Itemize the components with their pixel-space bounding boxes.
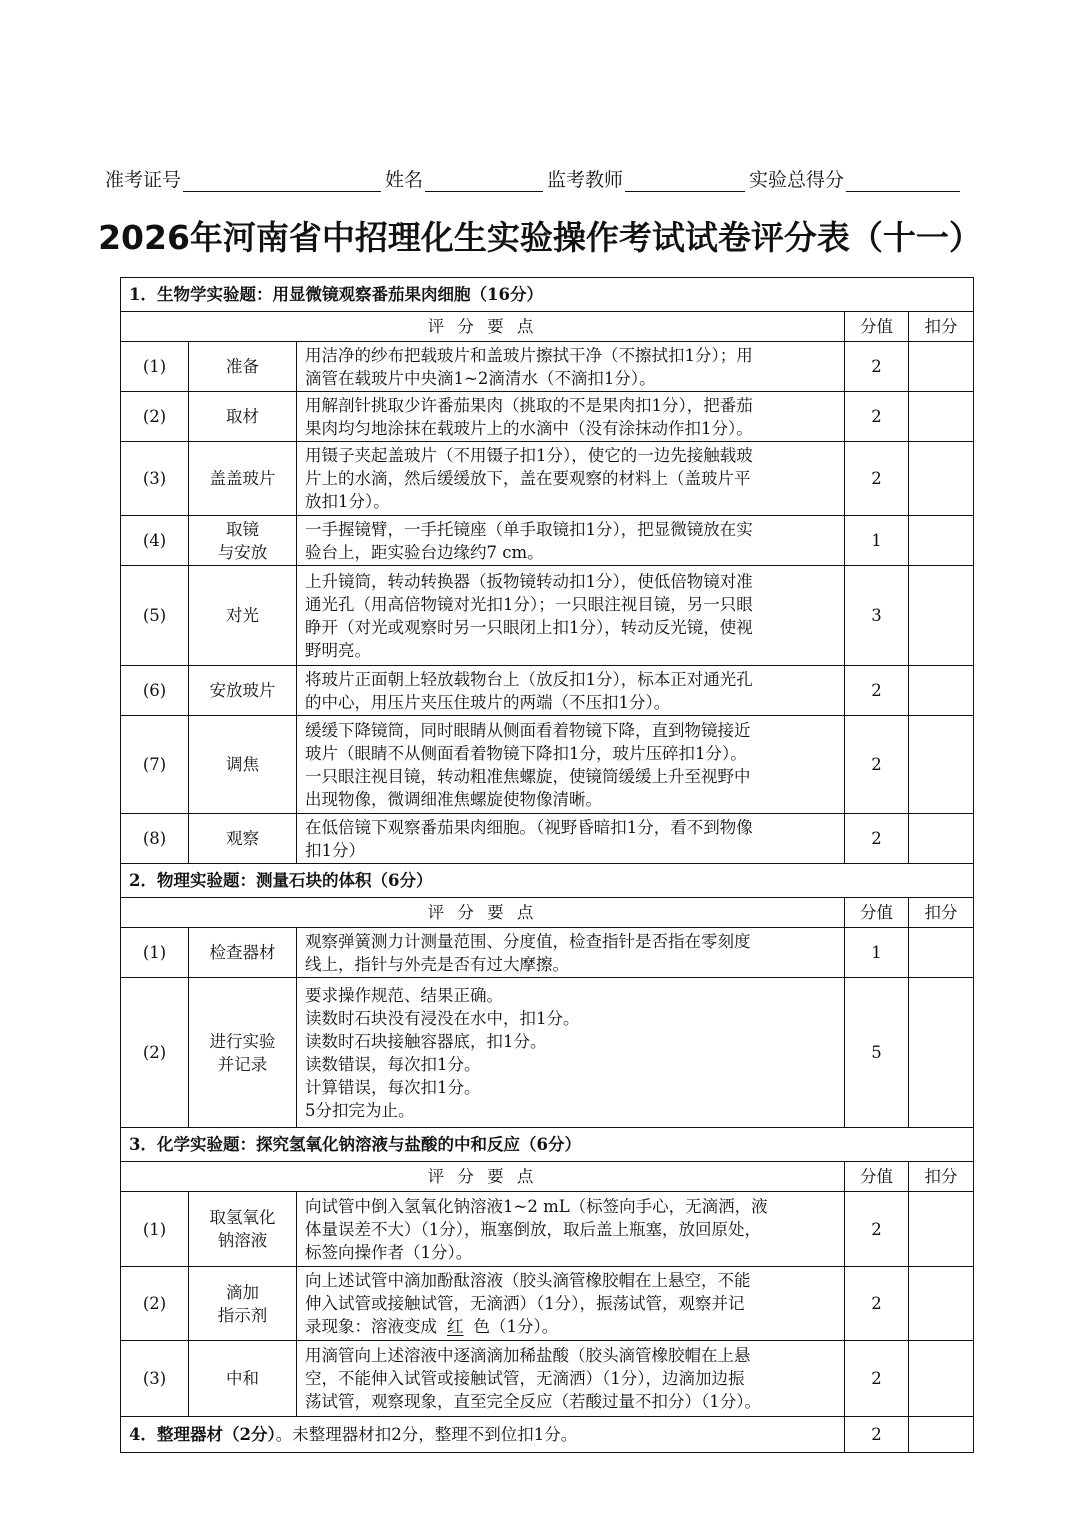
- description-line: 通光孔（用高倍物镜对光扣1分）；一只眼注视目镜，另一只眼: [305, 594, 753, 614]
- table-row: [121, 928, 974, 978]
- total-score-label: 实验总得分: [749, 169, 845, 191]
- item-number: (5): [121, 566, 189, 666]
- table-row: [121, 1267, 974, 1341]
- item-name-line: 进行实验: [209, 1031, 276, 1051]
- item-description: [297, 716, 845, 814]
- proctor-label: 监考教师: [547, 169, 624, 191]
- description-line: 一只眼注视目镜，转动粗准焦螺旋，使镜筒缓缓上升至视野中: [305, 766, 751, 786]
- score-value: 3: [845, 566, 909, 666]
- column-header-row: [121, 312, 974, 342]
- item-number: (1): [121, 928, 189, 978]
- description-line: 读数时石块没有浸没在水中，扣1分。: [305, 1008, 580, 1028]
- score-header: 分值: [845, 1162, 909, 1192]
- score-value: 2: [845, 1341, 909, 1417]
- score-header: 分值: [845, 898, 909, 928]
- description-line: 读数错误，每次扣1分。: [305, 1054, 481, 1074]
- section-heading: 2．物理实验题：测量石块的体积（6分）: [121, 864, 974, 898]
- item-name: 盖盖玻片: [189, 442, 297, 516]
- score-value: 2: [845, 814, 909, 864]
- item-name-line: 与安放: [217, 542, 268, 562]
- fill-in-answer: 红: [447, 1317, 464, 1336]
- item-name-line: 指示剂: [217, 1305, 268, 1325]
- description-line: 用解剖针挑取少许番茄果肉（挑取的不是果肉扣1分），把番茄: [305, 395, 753, 415]
- description-text: 录现象：溶液变成: [305, 1317, 437, 1336]
- table-row: [121, 1341, 974, 1417]
- deduct-header: 扣分: [909, 898, 974, 928]
- deduct-cell[interactable]: [909, 814, 974, 864]
- deduct-cell[interactable]: [909, 442, 974, 516]
- deduct-cell[interactable]: [909, 566, 974, 666]
- item-name: 调焦: [189, 716, 297, 814]
- points-header: 评 分 要 点: [121, 898, 845, 928]
- deduct-cell[interactable]: [909, 1341, 974, 1417]
- score-value: 2: [845, 342, 909, 392]
- exam-id-field[interactable]: [183, 169, 381, 192]
- section-heading-row: [121, 278, 974, 312]
- item-description: [297, 1267, 845, 1341]
- description-line: 一手握镜臂，一手托镜座（单手取镜扣1分），把显微镜放在实: [305, 519, 753, 539]
- item-name-line: 取氢氧化: [209, 1208, 276, 1227]
- deduct-cell[interactable]: [909, 1267, 974, 1341]
- table-row: [121, 566, 974, 666]
- score-value: 1: [845, 516, 909, 566]
- item-number: (4): [121, 516, 189, 566]
- deduct-cell[interactable]: [909, 716, 974, 814]
- description-line: 出现物像，微调细准焦螺旋使物像清晰。: [305, 789, 602, 809]
- item-name: [189, 516, 297, 566]
- description-line: 缓缓下降镜筒，同时眼睛从侧面看着物镜下降，直到物镜接近: [305, 720, 751, 740]
- item-name: 准备: [189, 342, 297, 392]
- item-number: (1): [121, 342, 189, 392]
- item-number: (2): [121, 978, 189, 1128]
- item-name: 取材: [189, 392, 297, 442]
- column-header-row: [121, 1162, 974, 1192]
- score-value: 2: [845, 392, 909, 442]
- description-line: 向试管中倒入氢氧化钠溶液1~2 mL（标签向手心，无滴洒，液: [305, 1196, 768, 1216]
- table-row: [121, 442, 974, 516]
- item-name-line: 并记录: [217, 1054, 268, 1074]
- description-line: [305, 1315, 836, 1338]
- item-name: [189, 978, 297, 1128]
- exam-id-label: 准考证号: [105, 169, 182, 191]
- score-value: 5: [845, 978, 909, 1128]
- score-value: 2: [845, 1192, 909, 1267]
- points-header: 评 分 要 点: [121, 1162, 845, 1192]
- item-description: [297, 1341, 845, 1417]
- description-line: 片上的水滴，然后缓缓放下，盖在要观察的材料上（盖玻片平: [305, 469, 751, 488]
- item-description: [297, 566, 845, 666]
- description-text: 色（1分）。: [473, 1317, 559, 1336]
- score-value: 1: [845, 928, 909, 978]
- points-header: 评 分 要 点: [121, 312, 845, 342]
- item-name: 中和: [189, 1341, 297, 1417]
- candidate-info-line: [105, 162, 995, 192]
- description-line: 体量误差不大）（1分），瓶塞倒放，取后盖上瓶塞，放回原处，: [305, 1219, 761, 1239]
- section-4-row: [121, 1417, 974, 1453]
- item-description: [297, 442, 845, 516]
- deduct-cell[interactable]: [909, 392, 974, 442]
- item-description: [297, 1192, 845, 1267]
- deduct-header: 扣分: [909, 1162, 974, 1192]
- deduct-header: 扣分: [909, 312, 974, 342]
- page-title: 2026年河南省中招理化生实验操作考试试卷评分表（十一）: [98, 218, 982, 257]
- item-description: [297, 392, 845, 442]
- item-name-line: 取镜: [226, 519, 259, 539]
- description-line: 伸入试管或接触试管，无滴洒）（1分），振荡试管，观察并记: [305, 1294, 745, 1313]
- section-heading-row: [121, 864, 974, 898]
- description-line: 果肉均匀地涂抹在载玻片上的水滴中（没有涂抹动作扣1分）。: [305, 418, 753, 438]
- section-4-description: 。未整理器材扣2分，整理不到位扣1分。: [275, 1425, 578, 1444]
- description-line: 验台上，距实验台边缘约7 cm。: [305, 542, 544, 562]
- score-value: 2: [845, 716, 909, 814]
- score-value: 2: [845, 1417, 909, 1453]
- table-row: [121, 716, 974, 814]
- column-header-row: [121, 898, 974, 928]
- score-value: 2: [845, 666, 909, 716]
- deduct-cell[interactable]: [909, 666, 974, 716]
- table-row: [121, 392, 974, 442]
- description-line: 要求操作规范、结果正确。: [305, 985, 503, 1005]
- item-name: [189, 1192, 297, 1267]
- description-line: 将玻片正面朝上轻放载物台上（放反扣1分），标本正对通光孔: [305, 669, 753, 689]
- deduct-cell[interactable]: [909, 1192, 974, 1267]
- table-row: [121, 666, 974, 716]
- table-row: [121, 978, 974, 1128]
- item-number: (3): [121, 1341, 189, 1417]
- name-field[interactable]: [425, 169, 543, 192]
- item-name-line: 钠溶液: [217, 1231, 268, 1250]
- section-heading-row: [121, 1128, 974, 1162]
- table-row: [121, 814, 974, 864]
- description-line: 观察弹簧测力计测量范围、分度值，检查指针是否指在零刻度: [305, 931, 751, 951]
- item-description: [297, 978, 845, 1128]
- item-description: [297, 666, 845, 716]
- deduct-cell[interactable]: [909, 978, 974, 1128]
- description-line: 用滴管向上述溶液中逐滴滴加稀盐酸（胶头滴管橡胶帽在上悬: [305, 1346, 751, 1365]
- item-description: [297, 814, 845, 864]
- deduct-cell[interactable]: [909, 928, 974, 978]
- description-line: 扣1分）: [305, 840, 365, 860]
- description-line: 玻片（眼睛不从侧面看着物镜下降扣1分，玻片压碎扣1分）。: [305, 743, 747, 763]
- item-number: (2): [121, 392, 189, 442]
- description-line: 5分扣完为止。: [305, 1100, 415, 1120]
- description-line: 放扣1分）。: [305, 492, 390, 511]
- description-line: 线上，指针与外壳是否有过大摩擦。: [305, 954, 569, 974]
- item-description: [297, 928, 845, 978]
- description-line: 荡试管，观察现象，直至完全反应（若酸过量不扣分）（1分）。: [305, 1392, 761, 1411]
- score-table: [120, 277, 974, 1453]
- name-label: 姓名: [385, 169, 424, 191]
- description-line: 向上述试管中滴加酚酞溶液（胶头滴管橡胶帽在上悬空，不能: [305, 1271, 751, 1290]
- score-value: 2: [845, 442, 909, 516]
- section-heading: 1．生物学实验题：用显微镜观察番茄果肉细胞（16分）: [121, 278, 974, 312]
- description-line: 在低倍镜下观察番茄果肉细胞。（视野昏暗扣1分，看不到物像: [305, 817, 753, 837]
- item-number: (6): [121, 666, 189, 716]
- item-name: 安放玻片: [189, 666, 297, 716]
- item-description: [297, 516, 845, 566]
- deduct-cell[interactable]: [909, 342, 974, 392]
- section-heading: 3．化学实验题：探究氢氧化钠溶液与盐酸的中和反应（6分）: [121, 1128, 974, 1162]
- description-line: 滴管在载玻片中央滴1~2滴清水（不滴扣1分）。: [305, 368, 656, 388]
- description-line: 计算错误，每次扣1分。: [305, 1077, 481, 1097]
- deduct-cell[interactable]: [909, 1417, 974, 1453]
- table-row: [121, 516, 974, 566]
- score-header: 分值: [845, 312, 909, 342]
- description-line: 上升镜筒，转动转换器（扳物镜转动扣1分），使低倍物镜对准: [305, 571, 753, 591]
- item-name: 对光: [189, 566, 297, 666]
- table-row: [121, 1192, 974, 1267]
- description-line: 空，不能伸入试管或接触试管，无滴洒）（1分），边滴加边振: [305, 1369, 745, 1388]
- item-name: [189, 1267, 297, 1341]
- description-line: 标签向操作者（1分）。: [305, 1242, 473, 1262]
- item-name-line: 滴加: [226, 1282, 259, 1302]
- table-row: [121, 342, 974, 392]
- item-name: 观察: [189, 814, 297, 864]
- item-number: (8): [121, 814, 189, 864]
- item-number: (1): [121, 1192, 189, 1267]
- description-line: 读数时石块接触容器底，扣1分。: [305, 1031, 547, 1051]
- total-score-field[interactable]: [846, 169, 960, 192]
- description-line: 的中心，用压片夹压住玻片的两端（不压扣1分）。: [305, 692, 671, 712]
- section-heading: 4．整理器材（2分）: [129, 1425, 276, 1444]
- item-description: [297, 342, 845, 392]
- description-line: 睁开（对光或观察时另一只眼闭上扣1分），转动反光镜，使视: [305, 617, 753, 637]
- description-line: 用洁净的纱布把载玻片和盖玻片擦拭干净（不擦拭扣1分）；用: [305, 345, 753, 365]
- item-number: (3): [121, 442, 189, 516]
- description-line: 用镊子夹起盖玻片（不用镊子扣1分），使它的一边先接触载玻: [305, 446, 753, 465]
- deduct-cell[interactable]: [909, 516, 974, 566]
- description-line: 野明亮。: [305, 640, 371, 660]
- proctor-field[interactable]: [625, 169, 745, 192]
- score-value: 2: [845, 1267, 909, 1341]
- item-number: (7): [121, 716, 189, 814]
- item-number: (2): [121, 1267, 189, 1341]
- item-name: 检查器材: [189, 928, 297, 978]
- section-4-heading: [121, 1417, 845, 1453]
